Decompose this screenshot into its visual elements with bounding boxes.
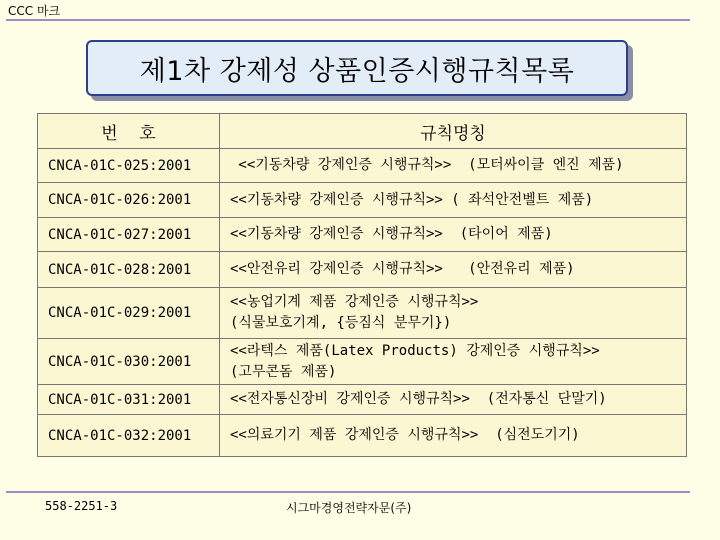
rule-number: CNCA-01C-029:2001 [38, 288, 220, 339]
table-row [38, 252, 687, 288]
name-column-header: 규칙명칭 [220, 114, 687, 149]
rule-name: <<기동차량 강제인증 시행규칙>> ( 좌석안전벨트 제품) [220, 183, 687, 218]
table-row [38, 218, 687, 252]
rule-number: CNCA-01C-026:2001 [38, 183, 220, 218]
regulation-table [37, 113, 687, 457]
rule-name: <<농업기계 제품 강제인증 시행규칙>> (식물보호기계, {등짐식 분무기}) [220, 288, 687, 339]
table-row [38, 415, 687, 457]
rule-name: <<라텍스 제품(Latex Products) 강제인증 시행규칙>> (고무콘돔 제품) [220, 339, 687, 385]
table-row [38, 183, 687, 218]
rule-name: <<기동차량 강제인증 시행규칙>> (모터싸이클 엔진 제품) [220, 149, 687, 183]
rule-name: <<전자통신장비 강제인증 시행규칙>> (전자통신 단말기) [220, 385, 687, 415]
rule-name: <<의료기기 제품 강제인증 시행규칙>> (심전도기기) [220, 415, 687, 457]
rule-number: CNCA-01C-031:2001 [38, 385, 220, 415]
number-column-header: 번 호 [38, 114, 220, 149]
rule-number: CNCA-01C-030:2001 [38, 339, 220, 385]
table-row [38, 288, 687, 339]
rule-number: CNCA-01C-028:2001 [38, 252, 220, 288]
rule-name: <<기동차량 강제인증 시행규칙>> (타이어 제품) [220, 218, 687, 252]
footer-code: 558-2251-3 [45, 499, 118, 513]
top-divider [6, 19, 690, 21]
table-row [38, 339, 687, 385]
rule-name: <<안전유리 강제인증 시행규칙>> (안전유리 제품) [220, 252, 687, 288]
rule-number: CNCA-01C-032:2001 [38, 415, 220, 457]
rule-number: CNCA-01C-025:2001 [38, 149, 220, 183]
table-row [38, 149, 687, 183]
table-header-row [38, 114, 687, 149]
header-label: CCC 마크 [8, 4, 61, 18]
bottom-divider [6, 491, 690, 493]
table-row [38, 385, 687, 415]
rule-number: CNCA-01C-027:2001 [38, 218, 220, 252]
footer-company: 시그마경영전략자문(주) [286, 501, 412, 515]
page-title: 제1차 강제성 상품인증시행규칙목록 [86, 40, 628, 96]
